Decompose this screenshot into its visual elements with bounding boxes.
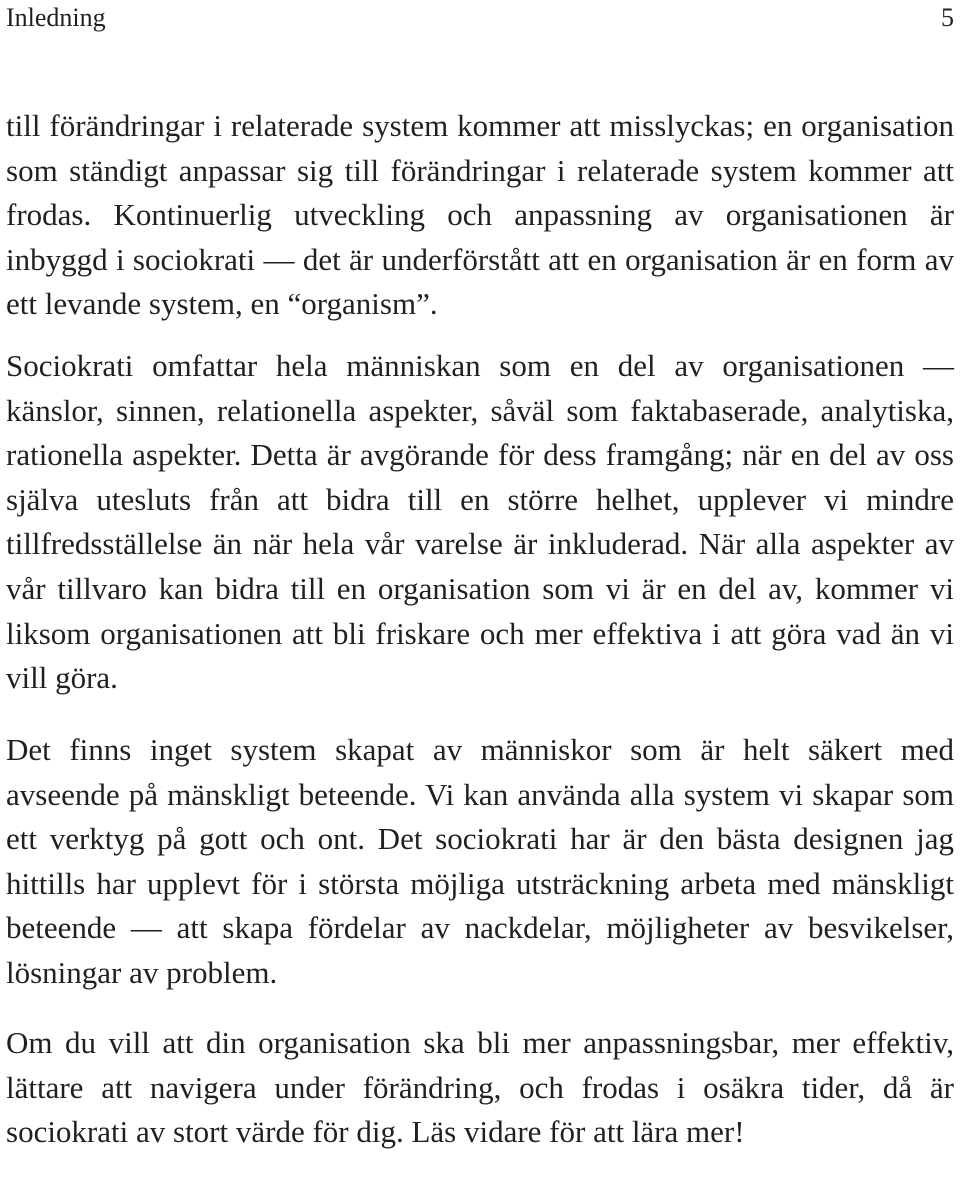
paragraph-3: Det finns inget system skapat av människor som är helt säkert med avseende på mänskligt beteende. Vi kan använda alla system vi skapar som ett verktyg på gott och ont. Det sociokrati har är den bästa designen jag hittills har upplevt för i största möjliga utsträckning arbeta med mänskligt beteende — att skapa fördelar av nackdelar, möjligheter av besvikelser, lösningar av problem. (6, 732, 954, 990)
paragraph-2: Sociokrati omfattar hela människan som en del av organisationen — känslor, sinnen, relationella aspekter, såväl som faktabaserade, analytiska, rationella aspekter. Detta är avgörande för dess framgång; när en del av oss själva utesluts från att bidra till en större helhet, upplever vi mindre tillfredsställelse än när hela vår varelse är inkluderad. När alla aspekter av vår tillvaro kan bidra till en organisation som vi är en del av, kommer vi liksom organisationen att bli friskare och mer effektiva i att göra vad än vi vill göra. (6, 348, 954, 696)
page-number: 5 (941, 3, 954, 32)
running-header (6, 0, 954, 36)
paragraph-4: Om du vill att din organisation ska bli mer anpassningsbar, mer effektiv, lättare att navigera under förändring, och frodas i osäkra tider, då är sociokrati av stort värde för dig. Läs vidare för att lära mer! (6, 1025, 954, 1150)
paragraph-1: till förändringar i relaterade system kommer att misslyckas; en organisation som ständigt anpassar sig till förändringar i relaterade system kommer att frodas. Kontinuerlig utveckling och anpassning av organisationen är inbyggd i sociokrati — det är underförstått att en organisation är en form av ett levande system, en “organism”. (6, 108, 954, 322)
chapter-title: Inledning (6, 3, 106, 32)
